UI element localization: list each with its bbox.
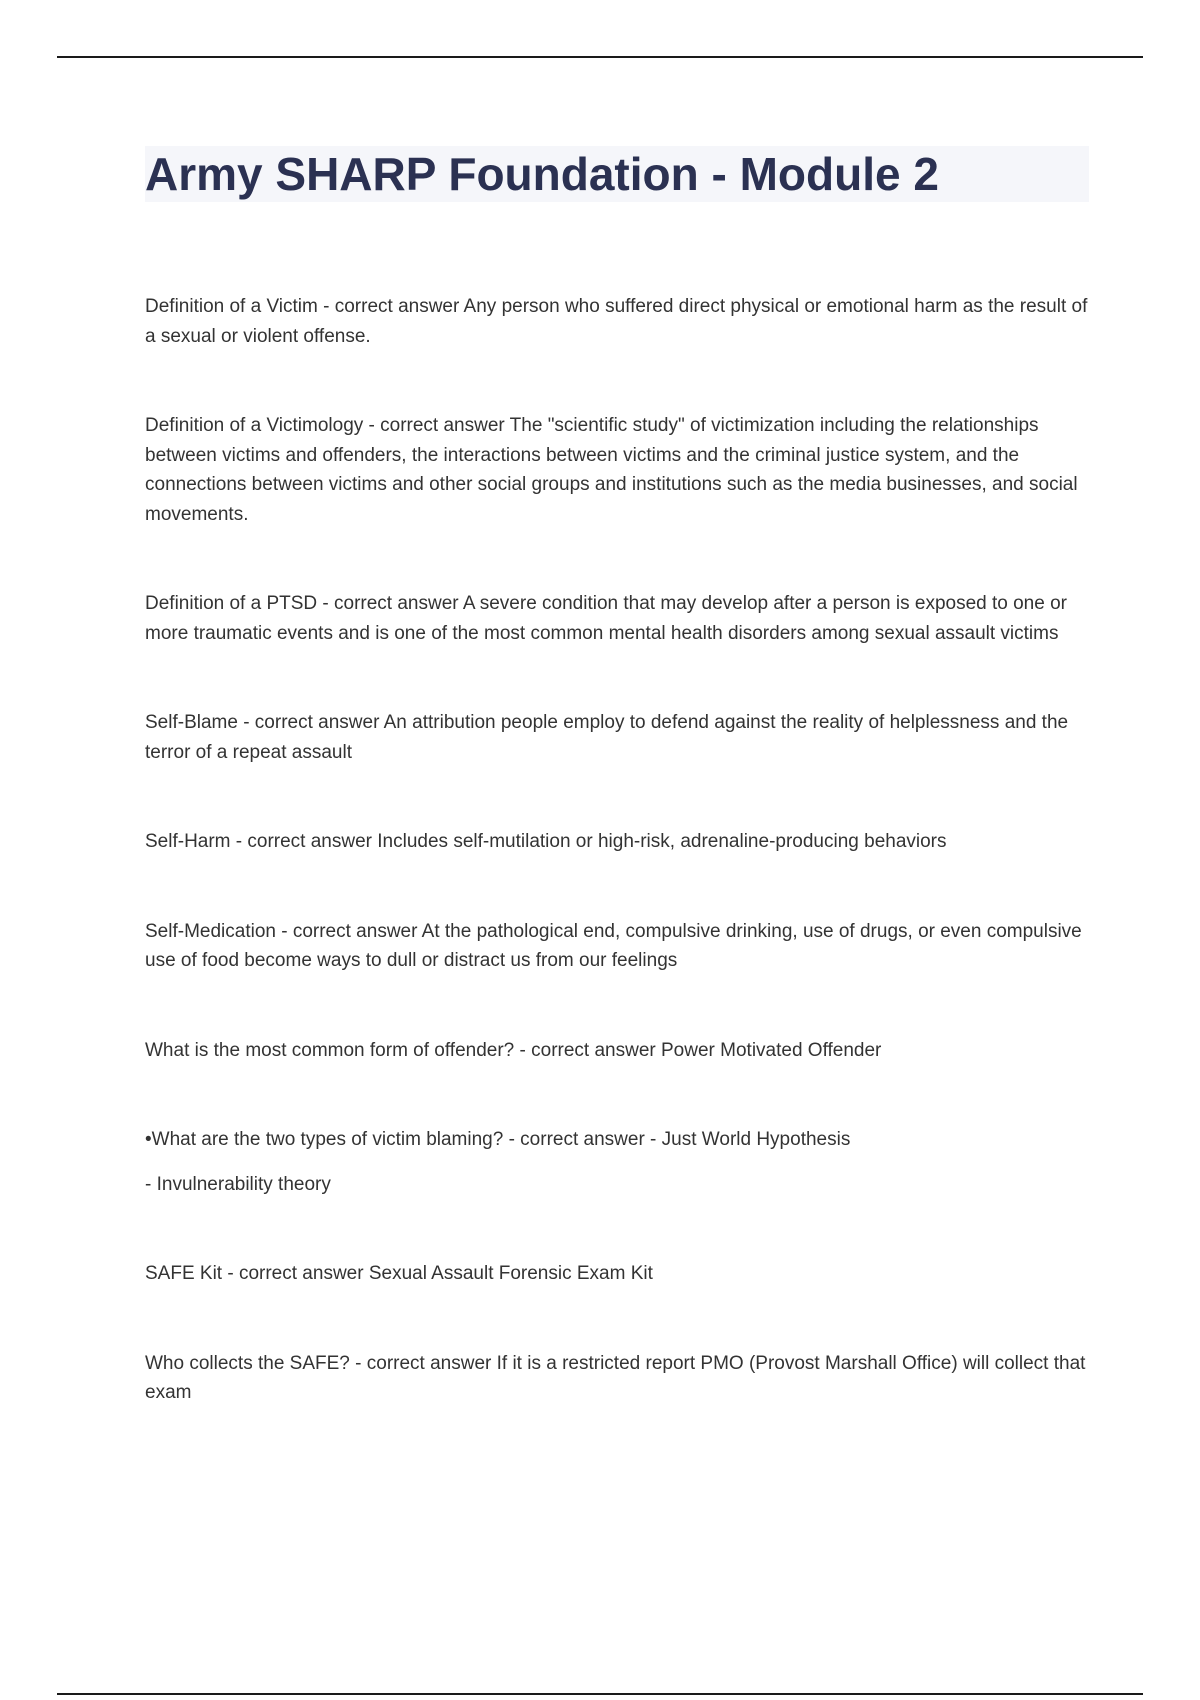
entry-text: What is the most common form of offender? - correct answer Power Motivated Offender	[145, 1039, 882, 1061]
entry-text: SAFE Kit - correct answer Sexual Assault Forensic Exam Kit	[145, 1263, 653, 1284]
flashcard-entry	[145, 1036, 1095, 1066]
flashcard-entry	[145, 589, 1095, 648]
flashcard-entry	[145, 827, 1095, 857]
top-rule	[57, 56, 1143, 58]
flashcard-entry	[145, 1349, 1095, 1408]
flashcard-entry	[145, 1125, 1095, 1199]
entry-text: Definition of a PTSD - correct answer A severe condition that may develop after a person is exposed to one or more traumatic events and is one of the most common mental health disorders among sexual assault victims	[145, 593, 1067, 644]
flashcard-entry	[145, 1259, 1095, 1289]
flashcard-entry	[145, 292, 1095, 351]
entry-text: Self-Harm - correct answer Includes self-mutilation or high-risk, adrenaline-producing behaviors	[145, 831, 947, 852]
flashcard-entry	[145, 708, 1095, 767]
flashcard-entry	[145, 917, 1095, 976]
bottom-rule	[57, 1693, 1143, 1695]
flashcard-entry	[145, 411, 1095, 529]
document-title: Army SHARP Foundation - Module 2	[145, 148, 939, 200]
entry-continuation: - Invulnerability theory	[145, 1173, 331, 1195]
entry-text: •What are the two types of victim blaming? - correct answer - Just World Hypothesis	[145, 1129, 851, 1150]
entry-text: Definition of a Victimology - correct answer The "scientific study" of victimization including the relationships between victims and offenders, the interactions between victims and the criminal justice system, and the connections between victims and other social groups and institutions such as the media businesses, and social movements.	[145, 415, 1078, 525]
entry-text: Who collects the SAFE? - correct answer If it is a restricted report PMO (Provost Marshall Office) will collect that exam	[145, 1352, 1086, 1403]
entry-text: Self-Medication - correct answer At the pathological end, compulsive drinking, use of drugs, or even compulsive use of food become ways to dull or distract us from our feelings	[145, 920, 1082, 971]
entry-text: Definition of a Victim - correct answer Any person who suffered direct physical or emotional harm as the result of a sexual or violent offense.	[145, 296, 1088, 347]
entry-text: Self-Blame - correct answer An attribution people employ to defend against the reality of helplessness and the terror of a repeat assault	[145, 712, 1069, 763]
flashcard-list	[145, 292, 1095, 1468]
